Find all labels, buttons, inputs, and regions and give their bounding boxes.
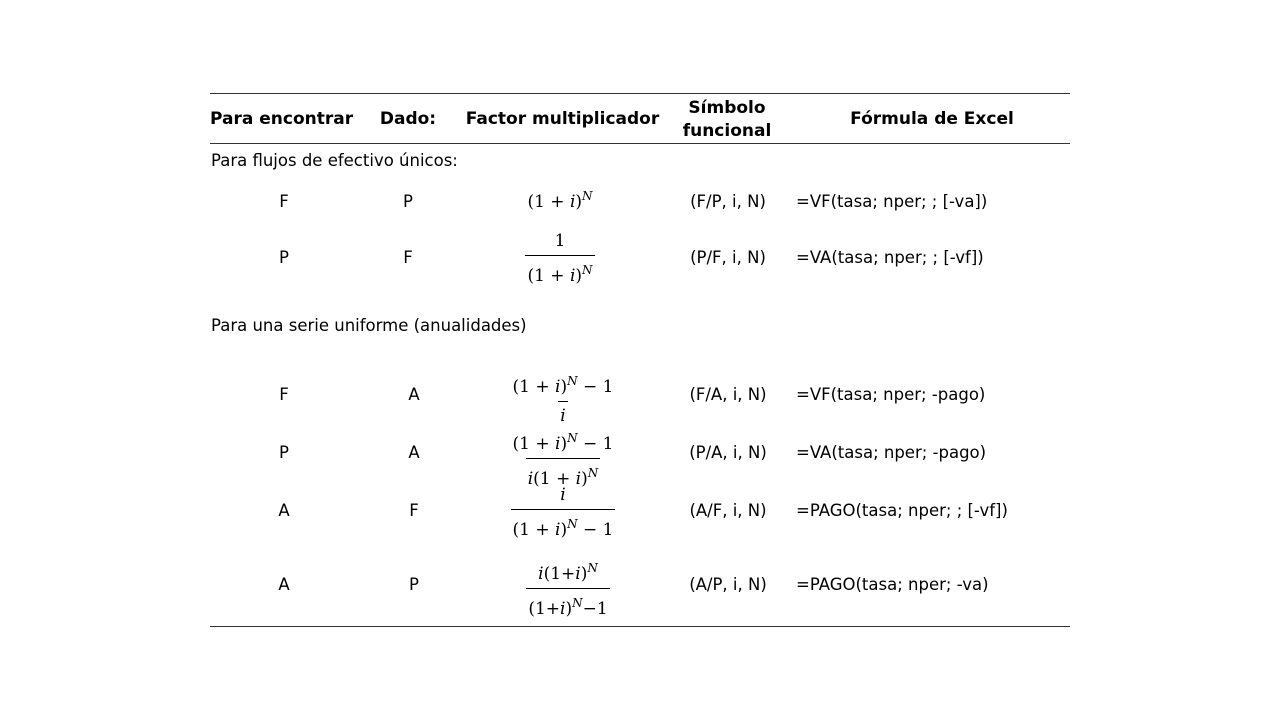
row2-given: F — [403, 248, 413, 267]
row2-find: P — [279, 248, 289, 267]
row4-symbol: (P/A, i, N) — [689, 443, 767, 462]
row5-factor-formula: $\frac{i}{(1 + i)^N - 1}$ — [512, 485, 614, 540]
section-single: Para flujos de efectivo únicos: — [211, 151, 458, 170]
row6-factor-formula: $\frac{i(1+i)^N}{(1+i)^N-1}$ — [528, 561, 608, 619]
header-factor: Factor multiplicador — [465, 109, 660, 129]
header-symbol-line1: Símbolo — [688, 98, 766, 118]
row4-find: P — [279, 443, 289, 462]
row1-symbol: (F/P, i, N) — [690, 192, 766, 211]
row3-symbol: (F/A, i, N) — [689, 385, 767, 404]
table-bottom-rule — [210, 626, 1070, 627]
row5-symbol: (A/F, i, N) — [689, 501, 767, 520]
row1-excel: =VF(tasa; nper; ; [-va]) — [796, 192, 988, 211]
header-bottom-rule — [210, 143, 1070, 144]
row5-excel: =PAGO(tasa; nper; ; [-vf]) — [796, 501, 1008, 520]
row6-given: P — [409, 575, 419, 594]
header-symbol — [672, 97, 782, 143]
row4-excel: =VA(tasa; nper; -pago) — [796, 443, 987, 462]
row1-factor-formula: $(1 + i)^N$ — [527, 189, 593, 212]
row4-factor-formula: $\frac{(1 + i)^N - 1}{i(1 + i)^N}$ — [512, 431, 614, 489]
header-excel: Fórmula de Excel — [850, 109, 1014, 129]
row3-factor-formula: $\frac{(1 + i)^N - 1}{i}$ — [512, 374, 614, 426]
table-top-rule — [210, 93, 1070, 94]
row5-given: F — [409, 501, 419, 520]
row6-excel: =PAGO(tasa; nper; -va) — [796, 575, 989, 594]
row6-symbol: (A/P, i, N) — [689, 575, 767, 594]
row3-given: A — [408, 385, 420, 404]
header-given: Dado: — [379, 109, 437, 129]
row1-find: F — [279, 192, 289, 211]
row4-given: A — [408, 443, 420, 462]
row2-symbol: (P/F, i, N) — [690, 248, 766, 267]
row2-factor-formula: $\frac{1}{(1 + i)^N}$ — [527, 231, 593, 286]
row6-find: A — [278, 575, 290, 594]
row3-excel: =VF(tasa; nper; -pago) — [796, 385, 986, 404]
header-find: Para encontrar — [210, 109, 354, 129]
section-uniform: Para una serie uniforme (anualidades) — [211, 316, 527, 335]
row1-given: P — [403, 192, 413, 211]
row5-find: A — [278, 501, 290, 520]
header-symbol-line2: funcional — [682, 121, 772, 141]
row2-excel: =VA(tasa; nper; ; [-vf]) — [796, 248, 984, 267]
row3-find: F — [279, 385, 289, 404]
